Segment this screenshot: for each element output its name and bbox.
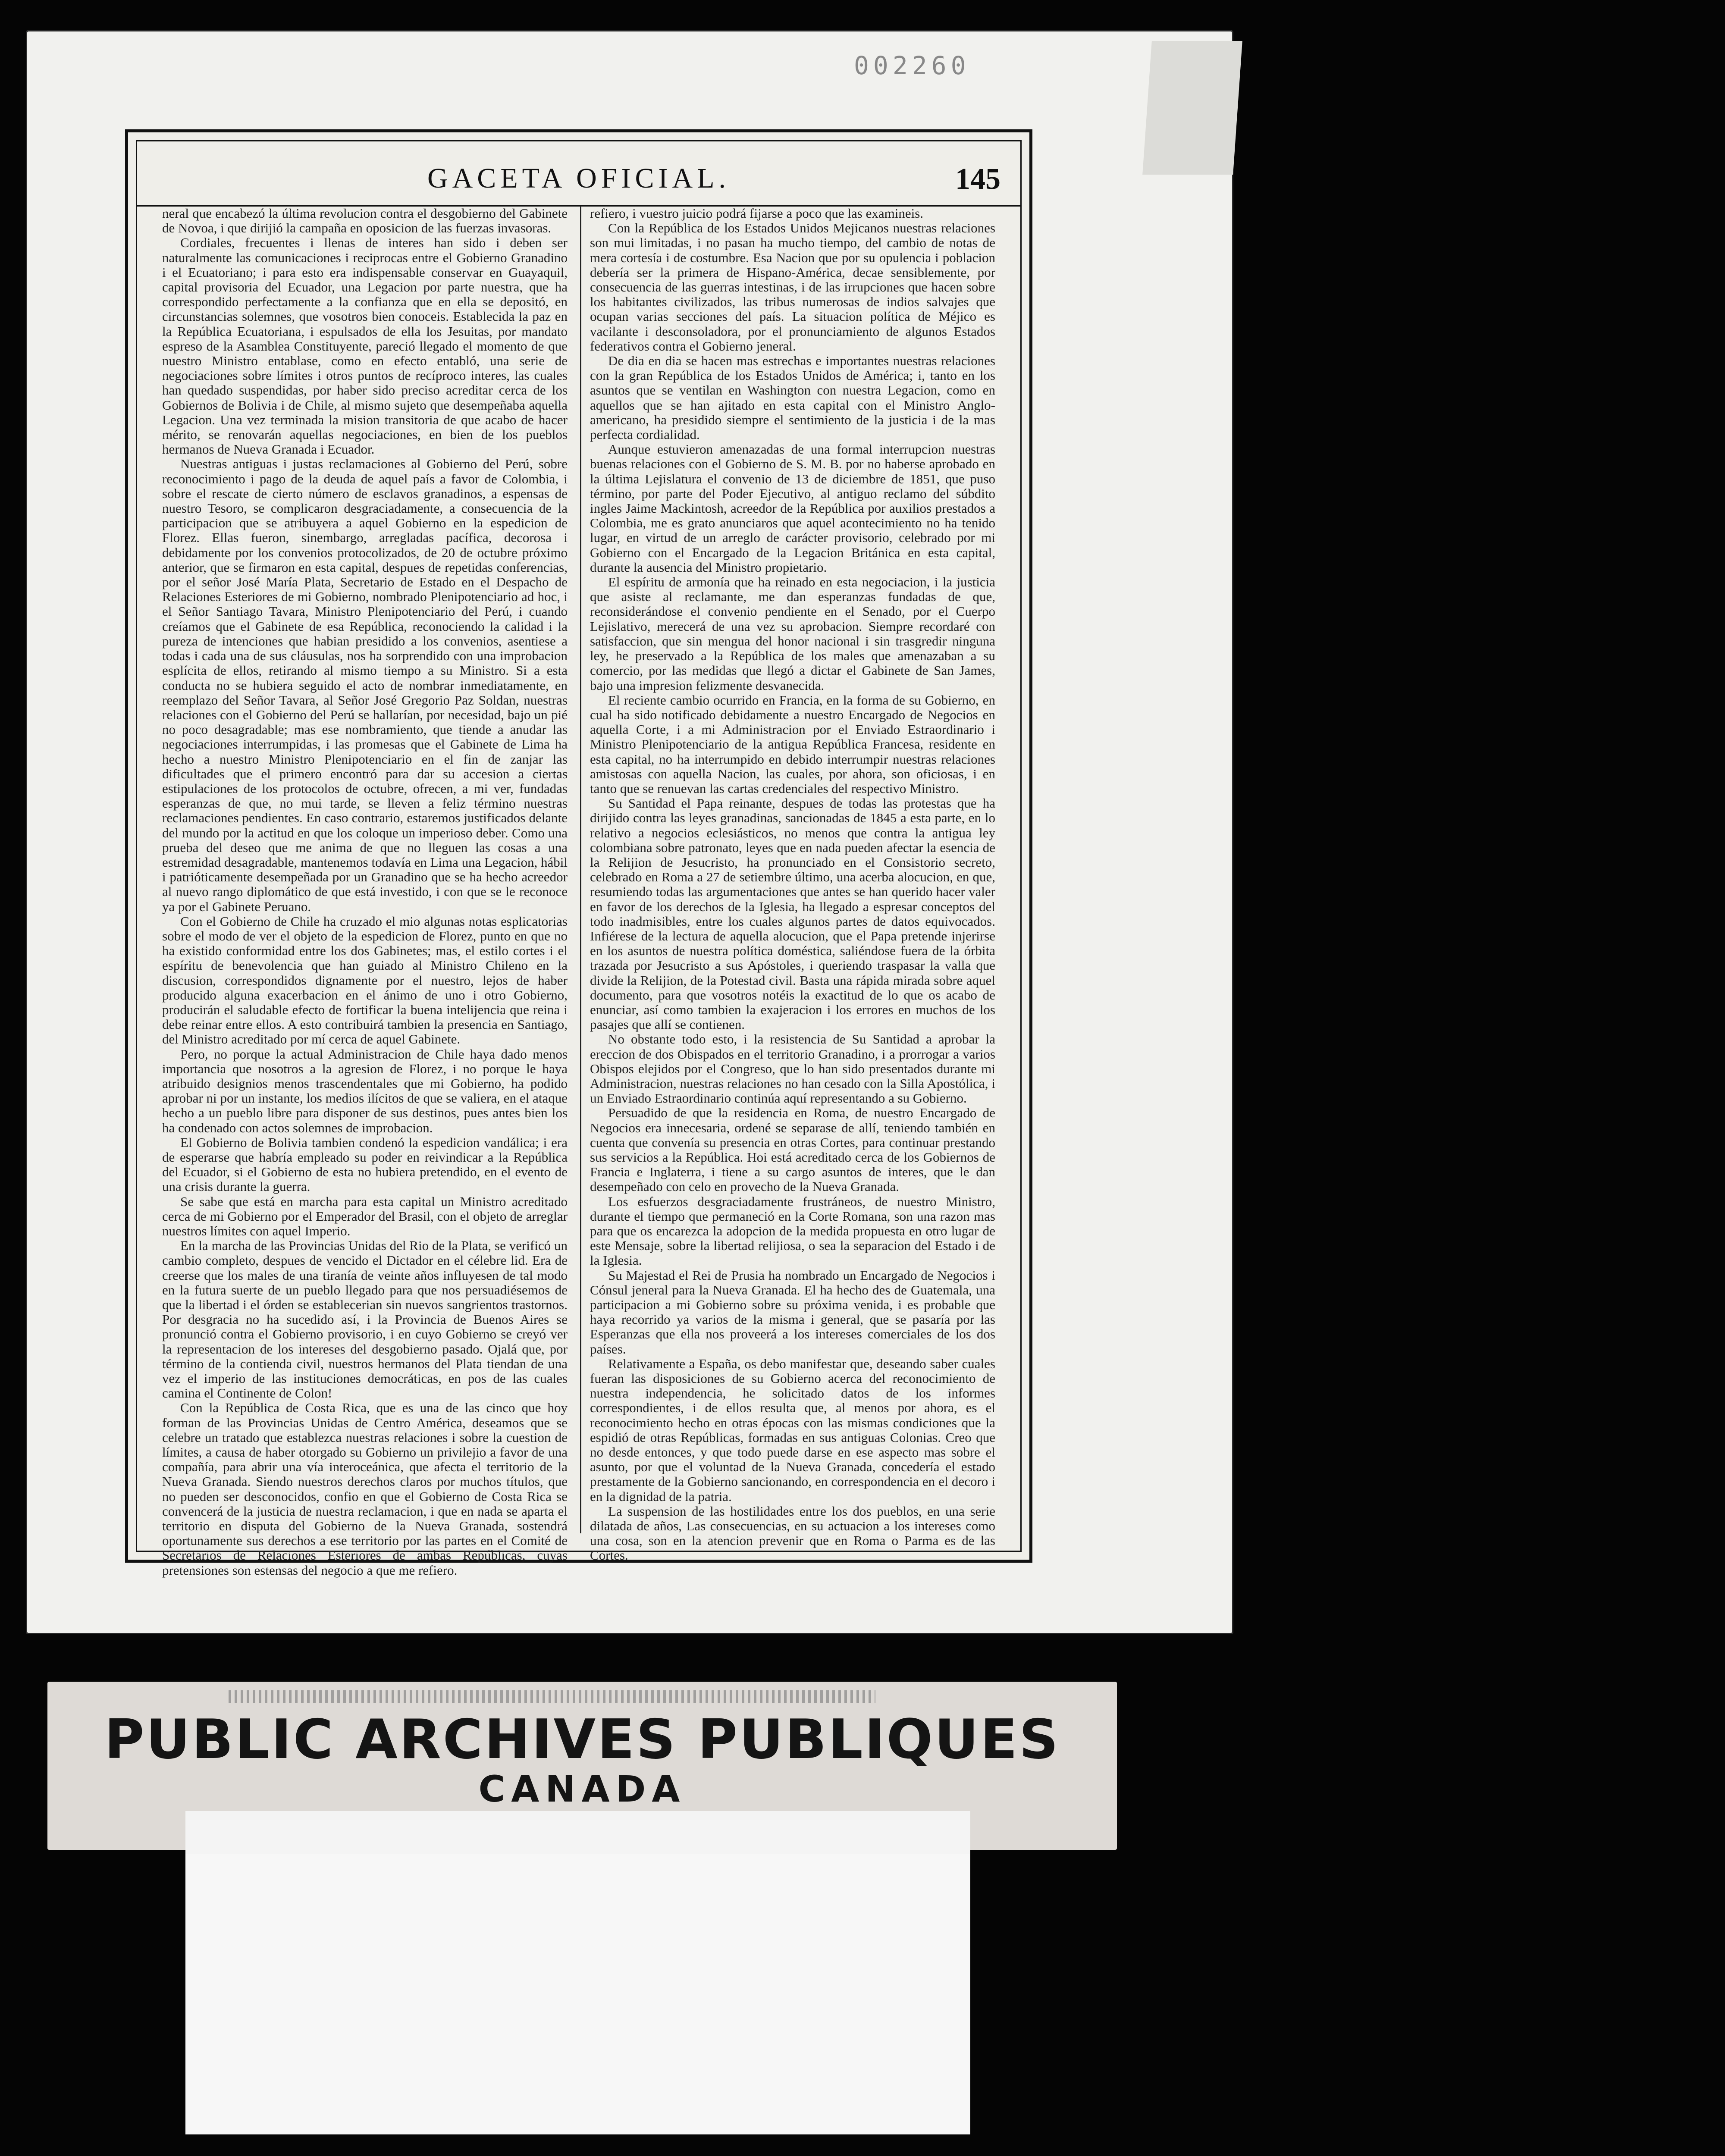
paragraph: Persuadido de que la residencia en Roma, de nuestro Encargado de Negocios era innecesaria, ordené se separase de allí, teniendo también en cuenta que convenía su presencia en otras Cortes, para continuar prestando sus servicios a la República. Hoi está acreditado cerca de los Gobiernos de Francia e Inglaterra, i tiene a su cargo asuntos de interes, que le dan desempeñado con celo en provecho de la Nueva Granada. bbox=[590, 1105, 995, 1194]
page-header bbox=[137, 162, 1020, 201]
page-number: 145 bbox=[955, 163, 1000, 196]
column-divider bbox=[580, 206, 581, 1533]
paragraph: Los esfuerzos desgraciadamente frustráneos, de nuestro Ministro, durante el tiempo que permaneció en la Corte Romana, son una razon mas para que os encarezca la adopcion de la medida propuesta en otro lugar de este Mensaje, sobre la libertad relijiosa, o sea la separacion del Estado i de la Iglesia. bbox=[590, 1194, 995, 1268]
paragraph: Con la República de Costa Rica, que es una de las cinco que hoy forman de las Provincias Unidas de Centro América, deseamos que se celebre un tratado que establezca nuestras relaciones i sobre la cuestion de límites, a causa de haber otorgado su Gobierno un privilejio a favor de una compañía, para abrir una vía interoceánica, que afecta el territorio de la Nueva Granada. Siendo nuestros derechos claros por muchos títulos, que no pueden ser desconocidos, confio en que el Gobierno de Costa Rica se convencerá de la justicia de nuestra reclamacion, i que en nada se aparta el territorio en disputa del Gobierno de la Nueva Granada, sostendrá oportunamente sus derechos a ese territorio por las partes en el Comité de Secretarios de Relaciones Esteriores de ambas Repúblicas, cuyas pretensiones son estensas del negocio a que me refiero. bbox=[162, 1400, 568, 1578]
paragraph: Se sabe que está en marcha para esta capital un Ministro acreditado cerca de mi Gobierno por el Emperador del Brasil, con el objeto de arreglar nuestros límites con aquel Imperio. bbox=[162, 1194, 568, 1239]
right-column bbox=[590, 206, 995, 1563]
sheet-fold bbox=[1142, 41, 1242, 175]
paragraph: Nuestras antiguas i justas reclamaciones al Gobierno del Perú, sobre reconocimiento i pago de la deuda de aquel país a favor de Colombia, i sobre el rescate de cierto número de esclavos granadinos, a espensas de nuestro Tesoro, se complicaron desgraciadamente, a consecuencia de la participacion que se atribuyera a aquel Gobierno en la espedicion de Florez. Ellas fueron, sinembargo, arregladas pacífica, decorosa i debidamente por los convenios protocolizados, de 20 de octubre próximo anterior, que se firmaron en esta capital, despues de repetidas conferencias, por el señor José María Plata, Secretario de Estado en el Despacho de Relaciones Esteriores de mi Gobierno, nombrado Plenipotenciario ad hoc, i el Señor Santiago Tavara, Ministro Plenipotenciario del Perú, i cuando creíamos que el Gabinete de esa República, reconociendo la calidad i la pureza de intenciones que habian presidido a los convenios, asentiese a todas i cada una de sus cláusulas, nos ha sorprendido con una improbacion esplícita de ellos, retirando al mismo tiempo a su Ministro. Si a esta conducta no se hubiera seguido el acto de nombrar inmediatamente, en reemplazo del Señor Tavara, al Señor José Gregorio Paz Soldan, nuestras relaciones con el Gobierno del Perú se hallarían, por necesidad, bajo un pié no poco desagradable; mas ese nombramiento, que tiende a anudar las negociaciones interrumpidas, i las promesas que el Gabinete de Lima ha hecho a nuestro Ministro Plenipotenciario en el fin de zanjar las dificultades que el primero encontró para dar su accesion a ciertas estipulaciones de los protocolos de octubre, ofrecen, a mi ver, fundadas esperanzas de que, no mui tarde, se lleven a feliz término nuestras reclamaciones pendientes. En caso contrario, estaremos justificados delante del mundo por la actitud en que los coloque un imperioso deber. Como una prueba del deseo que me anima de que no lleguen las cosas a una estremidad desagradable, mantenemos todavía en Lima una Legacion, hábil i patrióticamente desempeñada por un Granadino que se ha hecho acreedor al nuevo rango diplomático de que está investido, i con que se le reconoce ya por el Gabinete Peruano. bbox=[162, 456, 568, 914]
stamp-dot-pattern bbox=[229, 1690, 875, 1703]
paragraph: No obstante todo esto, i la resistencia de Su Santidad a aprobar la ereccion de dos Obispados en el territorio Granadino, i a prorrogar a varios Obispos elejidos por el Congreso, que lo han sido presentados durante mi Administracion, nuestras relaciones no han cesado con la Silla Apostólica, i un Enviado Estraordinario continúa aquí representando a su Gobierno. bbox=[590, 1031, 995, 1106]
paragraph: El espíritu de armonía que ha reinado en esta negociacion, i la justicia que asiste al reclamante, me dan esperanzas fundadas de que, reconsiderándose el convenio pendiente en el Senado, por el Cuerpo Lejislativo, merecerá de una vez su aprobacion. Siempre recordaré con satisfaccion, que sin mengua del honor nacional i sin trasgredir ninguna ley, he preservado a la República de los males que amenazaban a su comercio, por las medidas que llegó a dictar el Gabinete de San James, bajo una impresion felizmente desvanecida. bbox=[590, 574, 995, 693]
paragraph: Pero, no porque la actual Administracion de Chile haya dado menos importancia que nosotros a la agresion de Florez, i no porque le haya atribuido designios menos trascendentales que mi Gobierno, ha podido aprobar ni por un instante, los medios ilícitos de que se valiera, en el ataque hecho a un pueblo libre para disponer de sus destinos, pues antes bien los ha condenado con actos solemnes de improbacion. bbox=[162, 1046, 568, 1135]
paragraph: En la marcha de las Provincias Unidas del Rio de la Plata, se verificó un cambio completo, despues de vencido el Dictador en el célebre lid. Era de creerse que los males de una tiranía de veinte años influyesen de tal modo en la futura suerte de un pueblo llegado para que nos persuadiésemos de que la libertad i el órden se establecerian sin nuevos sangrientos trastornos. Por desgracia no ha sucedido así, i la Provincia de Buenos Aires se pronunció contra el Gobierno provisorio, i en cuyo Gobierno se creyó ver la representacion de los intereses del desgobierno pasado. Ojalá que, por término de la contienda civil, nuestros hermanos del Plata tiendan de una vez el imperio de las instituciones democráticas, en pos de las cuales camina el Continente de Colon! bbox=[162, 1238, 568, 1401]
paragraph: El Gobierno de Bolivia tambien condenó la espedicion vandálica; i era de esperarse que habría empleado su poder en reivindicar a la República del Ecuador, si el Gobierno de esta no hubiera pretendido, en el evento de una crisis durante la guerra. bbox=[162, 1134, 568, 1194]
paragraph: Relativamente a España, os debo manifestar que, deseando saber cuales fueran las disposiciones de su Gobierno acerca del reconocimiento de nuestra independencia, he solicitado datos de los informes correspondientes, i de ellos resulta que, al menos por ahora, es el reconocimiento hecho en otras épocas con las mismas condiciones que la espidió de otras Repúblicas, formadas en sus antiguas Colonias. Creo que no desde entonces, y que todo puede darse en ese aspecto mas sobre el asunto, por que el voluntad de la Nueva Granada, concedería el estado prestamente de la Gobierno sancionando, en correspondencia en el decoro i en la dignidad de la patria. bbox=[590, 1356, 995, 1504]
paragraph: La suspension de las hostilidades entre los dos pueblos, en una serie dilatada de años, Las consecuencias, en su actuacion a los intereses como una cosa, son en la atencion prevenir que en Roma o Parma es de las Cortes. bbox=[590, 1503, 995, 1563]
paragraph: Con la República de los Estados Unidos Mejicanos nuestras relaciones son mui limitadas, i no pasan ha mucho tiempo, del cambio de notas de mera cortesía i de costumbre. Esa Nacion que por su opulencia i poblacion debería ser la primera de Hispano-América, decae sensiblemente, por consecuencia de las guerras intestinas, i de las irrupciones que hacen sobre los habitantes civilizados, las tribus numerosas de indios salvajes que ocupan varias secciones del país. La situacion política de Méjico es vacilante i desconsoladora, por el pronunciamiento de algunos Estados federativos contra el Gobierno jeneral. bbox=[590, 220, 995, 354]
archive-stamp-line2: CANADA bbox=[478, 1768, 686, 1810]
gazette-title: GACETA OFICIAL. bbox=[427, 163, 731, 194]
paragraph: refiero, i vuestro juicio podrá fijarse a poco que las examineis. bbox=[590, 206, 924, 221]
frame-number: 002260 bbox=[854, 51, 970, 80]
paragraph: Cordiales, frecuentes i llenas de interes han sido i deben ser naturalmente las comunicaciones i reciprocas entre el Gobierno Granadino i el Ecuatoriano; i para esto era indispensable conservar en Guayaquil, capital provisoria del Ecuador, una Legacion por parte nuestra, que ha correspondido perfectamente a la confianza que en ella se depositó, en circunstancias solemnes, que vosotros bien conoceis. Establecida la paz en la República Ecuatoriana, i espulsados de ella los Jesuitas, por mandato espreso de la Asamblea Constituyente, pareció llegado el momento de que nuestro Ministro entablase, como en efecto entabló, una serie de negociaciones sobre límites i otros puntos de recíproco interes, las cuales han quedado suspendidas, por haber sido preciso acreditar cerca de los Gobiernos de Bolivia i de Chile, al mismo sujeto que desempeñaba aquella Legacion. Una vez terminada la mision transitoria de que acabo de hacer mérito, se renovarán aquellas negociaciones, en bien de los pueblos hermanos de Nueva Granada i Ecuador. bbox=[162, 235, 568, 457]
page-inner-border bbox=[136, 140, 1022, 1578]
paragraph: El reciente cambio ocurrido en Francia, en la forma de su Gobierno, en cual ha sido notificado debidamente a nuestro Encargado de Negocios en aquella Corte, i a mi Administracion por el Enviado Estraordinario i Ministro Plenipotenciario de la antigua República Francesa, residente en esta capital, no ha interrumpido en debido interrumpir nuestras relaciones amistosas con aquella Nacion, las cuales, por ahora, son oficiosas, i en tanto que se renuevan las cartas credenciales del respectivo Ministro. bbox=[590, 692, 995, 796]
paragraph: Con el Gobierno de Chile ha cruzado el mio algunas notas esplicatorias sobre el modo de ver el objeto de la espedicion de Florez, punto en que no ha existido conformidad entre los dos Gabinetes; mas, el estilo cortes i el espíritu de benevolencia que han guiado al Ministro Chileno en la discusion, correspondidos dignamente por el nuestro, lejos de haber producido alguna exacerbacion en el ánimo de uno i otro Gobierno, producirán el saludable efecto de fortificar la buena intelijencia que reina i debe reinar entre ellos. A esto contribuirá tambien la presencia en Santiago, del Ministro acreditado por mí cerca de aquel Gabinete. bbox=[162, 913, 568, 1047]
archive-stamp-line1: PUBLIC ARCHIVES PUBLIQUES bbox=[104, 1708, 1060, 1771]
left-column bbox=[162, 206, 568, 1578]
paper-tab bbox=[185, 1854, 970, 2134]
paper-tab-top bbox=[185, 1811, 970, 1858]
paragraph: De dia en dia se hacen mas estrechas e importantes nuestras relaciones con la gran República de los Estados Unidos de América; i, tanto en los asuntos que se ventilan en Washington con nuestra Legacion, como en aquellos que se han ajitado en esta capital con el Ministro Anglo-americano, ha presidido siempre el sentimiento de la justicia i de la mas perfecta cordialidad. bbox=[590, 353, 995, 442]
gazette-page bbox=[125, 129, 1032, 1578]
paragraph: Su Santidad el Papa reinante, despues de todas las protestas que ha dirijido contra las leyes granadinas, sancionadas de 1845 a esta parte, en lo relativo a negocios eclesiásticos, no menos que contra la antigua ley colombiana sobre patronato, leyes que en nada pueden afectar la esencia de la Relijion de Jesucristo, ha pronunciado en el Consistorio secreto, celebrado en Roma a 27 de setiembre último, una acerba alocucion, en que, resumiendo todas las argumentaciones que antes se han querido hacer valer en favor de los derechos de la Iglesia, ha llegado a espresar conceptos del todo inadmisibles, entre los cuales algunos partes de datos equivocados. Infiérese de la lectura de aquella alocucion, que el Papa pretende injerirse en los asuntos de nuestra política doméstica, saliéndose fuera de la órbita trazada por Jesucristo a sus Apóstoles, i queriendo traspasar la valla que divide la Relijion, de la Potestad civil. Basta una rápida mirada sobre aquel documento, para que vosotros notéis la exactitud de lo que os acabo de enunciar, así como tambien la exajeracion i los errores en muchos de los pasajes que allí se contienen. bbox=[590, 796, 995, 1032]
paragraph: Su Majestad el Rei de Prusia ha nombrado un Encargado de Negocios i Cónsul jeneral para la Nueva Granada. El ha hecho des de Guatemala, una participacion a mi Gobierno sobre su próxima venida, i es probable que haya recorrido ya varios de la misma i general, que se pasaría por las Esperanzas que ella nos proveerá a los intereses comerciales de los dos países. bbox=[590, 1267, 995, 1357]
paragraph: Aunque estuvieron amenazadas de una formal interrupcion nuestras buenas relaciones con el Gobierno de S. M. B. por no haberse aprobado en la última Lejislatura el convenio de 13 de diciembre de 1851, que puso término, por parte del Poder Ejecutivo, al antiguo reclamo del súbdito ingles Jaime Mackintosh, acreedor de la República por auxilios prestados a Colombia, me es grato anunciaros que aquel acontecimiento no ha tenido lugar, en virtud de un arreglo de carácter provisorio, celebrado por mi Gobierno con el Encargado de la Legacion Británica en esta capital, durante la ausencia del Ministro propietario. bbox=[590, 442, 995, 575]
paragraph: neral que encabezó la última revolucion contra el desgobierno del Gabinete de Novoa, i que dirijió la campaña en oposicion de las fuerzas invasoras. bbox=[162, 206, 568, 236]
